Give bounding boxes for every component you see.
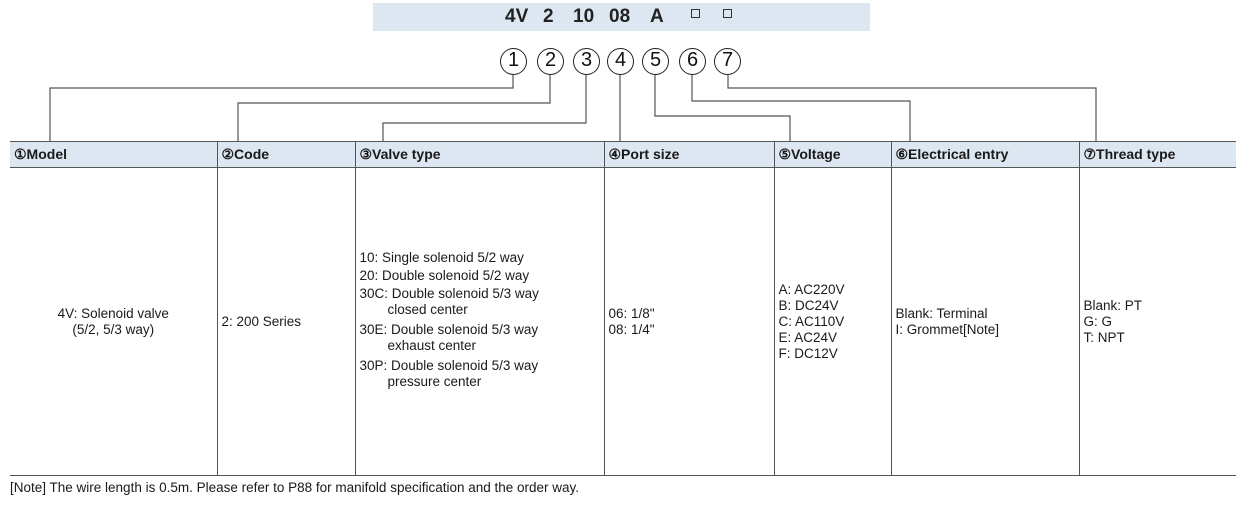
connector-line-valve-type [383, 75, 586, 141]
thread-type-line: G: G [1083, 313, 1113, 329]
header-model: ①Model [10, 142, 217, 168]
position-marker-4: 4 [607, 48, 634, 75]
port-size-line: 06: 1/8" [608, 305, 655, 321]
port-size-line: 08: 1/4" [608, 321, 655, 337]
thread-type-line: T: NPT [1083, 329, 1125, 345]
table-row [10, 168, 1236, 476]
cell-electrical-entry [891, 168, 1079, 476]
code-segment-valve-type: 10 [573, 6, 595, 27]
code-segment-voltage: A [650, 6, 664, 27]
electrical-entry-line: Blank: Terminal [895, 305, 988, 321]
position-marker-5: 5 [642, 48, 669, 75]
table-header-row [10, 142, 1236, 168]
position-marker-1: 1 [500, 48, 527, 75]
cell-thread-type [1079, 168, 1236, 476]
code-line: 2: 200 Series [221, 313, 302, 329]
connector-line-electrical-entry [692, 75, 910, 141]
cell-voltage [774, 168, 891, 476]
code-segment-port-size: 08 [609, 6, 631, 27]
header-thread-type: ⑦Thread type [1079, 142, 1236, 168]
code-segment-model: 4V [505, 6, 529, 27]
voltage-line: A: AC220V [778, 281, 845, 297]
specification-table [10, 141, 1236, 476]
code-segment-code: 2 [543, 6, 554, 27]
voltage-line: B: DC24V [778, 297, 839, 313]
voltage-line: E: AC24V [778, 329, 838, 345]
header-valve-type: ③Valve type [355, 142, 604, 168]
cell-code [217, 168, 355, 476]
valve-type-line: 10: Single solenoid 5/2 way [359, 249, 524, 265]
voltage-line: C: AC110V [778, 313, 845, 329]
position-marker-7: 7 [714, 48, 741, 75]
connector-line-code [238, 75, 550, 141]
thread-type-line: Blank: PT [1083, 297, 1143, 313]
voltage-line: F: DC12V [778, 345, 838, 361]
position-marker-2: 2 [537, 48, 564, 75]
valve-type-line: pressure center [387, 373, 482, 389]
header-electrical-entry: ⑥Electrical entry [891, 142, 1079, 168]
valve-type-line: 30C: Double solenoid 5/3 way [359, 285, 539, 301]
valve-type-line: 20: Double solenoid 5/2 way [359, 267, 530, 283]
position-marker-3: 3 [573, 48, 600, 75]
valve-type-line: exhaust center [387, 337, 477, 353]
valve-type-line: 30P: Double solenoid 5/3 way [359, 357, 539, 373]
cell-model [10, 168, 217, 476]
cell-port-size [604, 168, 774, 476]
connector-line-voltage [655, 75, 790, 141]
model-line: 4V: Solenoid valve [57, 305, 169, 321]
position-marker-6: 6 [679, 48, 706, 75]
valve-type-line: 30E: Double solenoid 5/3 way [359, 321, 539, 337]
footnote: [Note] The wire length is 0.5m. Please refer to P88 for manifold specification and the order way. [10, 480, 580, 495]
connector-line-model [50, 75, 513, 141]
header-voltage: ⑤Voltage [774, 142, 891, 168]
electrical-entry-line: I: Grommet[Note] [895, 321, 1000, 337]
cell-valve-type [355, 168, 604, 476]
header-port-size: ④Port size [604, 142, 774, 168]
model-line: (5/2, 5/3 way) [72, 321, 155, 337]
connector-line-thread-type [728, 75, 1096, 141]
connector-lines [0, 0, 1240, 150]
valve-type-line: closed center [387, 301, 468, 317]
header-code: ②Code [217, 142, 355, 168]
